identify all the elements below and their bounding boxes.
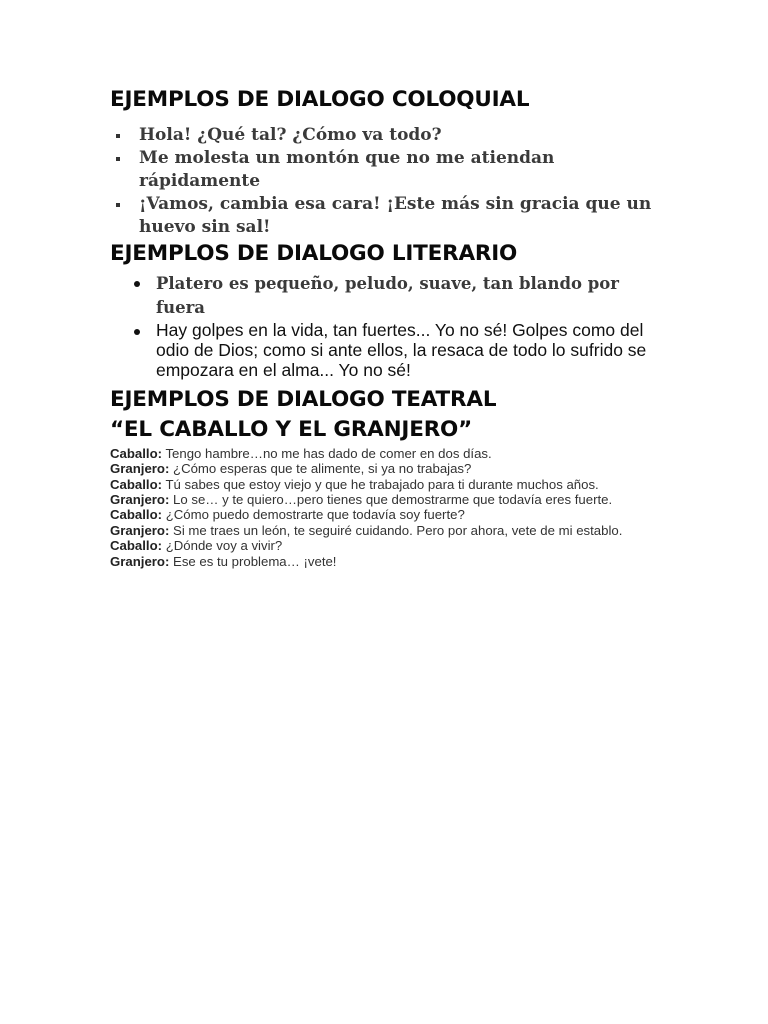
heading-teatral: EJEMPLOS DE DIALOGO TEATRAL — [110, 386, 497, 412]
list-item-text: ¡Vamos, cambia esa cara! ¡Este más sin gracia que un huevo sin sal! — [139, 193, 652, 237]
dialogue-line — [110, 507, 670, 522]
list-item — [110, 272, 670, 320]
speaker-name: Caballo: — [110, 445, 163, 461]
list-item-text: Hay golpes en la vida, tan fuertes... Yo no sé! Golpes como del odio de Dios; como si ante ellos, la resaca de todo lo sufrido se empozara en el alma... Yo no sé! — [156, 319, 647, 380]
speaker-name: Granjero: — [110, 553, 170, 569]
speaker-name: Caballo: — [110, 476, 163, 492]
dialogue-text: Tengo hambre…no me has dado de comer en dos días. — [162, 445, 492, 461]
dialogue-line — [110, 554, 670, 569]
dialogue-block — [110, 446, 670, 569]
dialogue-text: Tú sabes que estoy viejo y que he trabajado para ti durante muchos años. — [162, 476, 599, 492]
round-bullet-icon — [134, 281, 140, 287]
heading-literario: EJEMPLOS DE DIALOGO LITERARIO — [110, 240, 518, 266]
heading-obra: “EL CABALLO Y EL GRANJERO” — [110, 416, 473, 442]
dialogue-text: Si me traes un león, te seguiré cuidando. Pero por ahora, vete de mi establo. — [169, 522, 623, 538]
dialogue-line — [110, 446, 670, 461]
heading-coloquial: EJEMPLOS DE DIALOGO COLOQUIAL — [110, 87, 530, 112]
list-item — [110, 124, 670, 147]
list-item-text: Platero es pequeño, peludo, suave, tan blando por fuera — [156, 273, 619, 317]
dialogue-line — [110, 523, 670, 538]
list-item-text: Me molesta un montón que no me atiendan rápidamente — [139, 147, 555, 191]
speaker-name: Granjero: — [110, 522, 170, 538]
dialogue-text: ¿Cómo puedo demostrarte que todavía soy fuerte? — [162, 507, 465, 523]
list-item — [110, 320, 670, 380]
list-item — [110, 147, 670, 193]
dialogue-line — [110, 461, 670, 476]
list-item — [110, 193, 670, 239]
dialogue-text: ¿Cómo esperas que te alimente, si ya no trabajas? — [169, 461, 472, 477]
square-bullet-icon — [116, 134, 120, 138]
dialogue-text: Ese es tu problema… ¡vete! — [169, 553, 337, 569]
speaker-name: Caballo: — [110, 538, 163, 554]
dialogue-line — [110, 492, 670, 507]
list-item-text: Hola! ¿Qué tal? ¿Cómo va todo? — [139, 124, 442, 145]
speaker-name: Granjero: — [110, 461, 170, 477]
list-coloquial — [110, 124, 670, 239]
list-literario — [110, 272, 670, 380]
dialogue-text: Lo se… y te quiero…pero tienes que demostrarme que todavía eres fuerte. — [169, 491, 613, 507]
dialogue-line — [110, 538, 670, 553]
round-bullet-icon — [134, 329, 140, 335]
square-bullet-icon — [116, 203, 120, 207]
square-bullet-icon — [116, 157, 120, 161]
dialogue-text: ¿Dónde voy a vivir? — [162, 538, 283, 554]
dialogue-line — [110, 477, 670, 492]
speaker-name: Granjero: — [110, 491, 170, 507]
document-page — [110, 86, 670, 569]
speaker-name: Caballo: — [110, 507, 163, 523]
